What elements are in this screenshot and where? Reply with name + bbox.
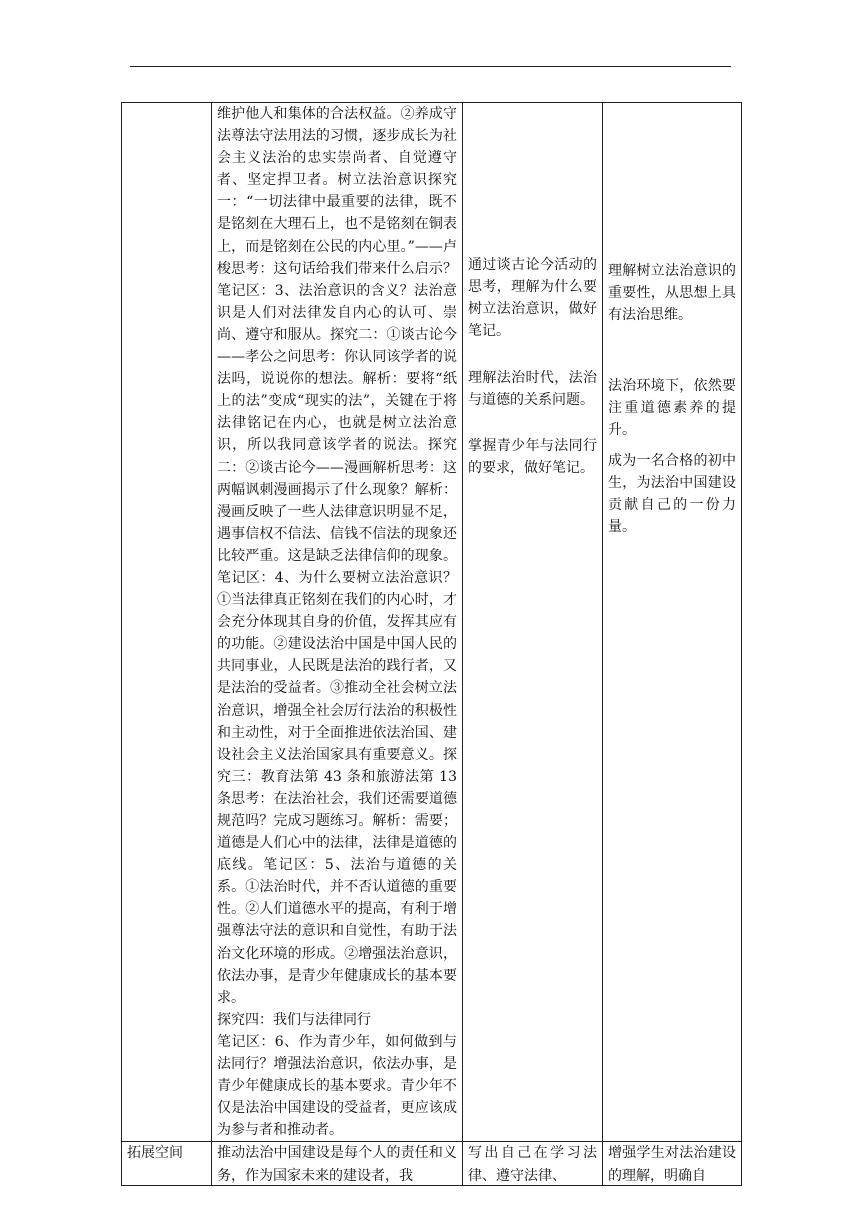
design-intent-text: 法治环境下，依然要注重道德素养的提升。 [608,378,736,439]
teaching-content-cell: 推动法治中国建设是每个人的责任和义务，作为国家未来的建设者，我 [212,1142,463,1186]
student-activity-text: 通过谈古论今活动的思考，理解为什么要树立法治意识，做好笔记。 [468,257,597,340]
student-activity-cell [463,103,603,1142]
lesson-plan-table [121,102,742,1186]
table-row [122,103,742,1142]
student-activity-text: 理解法治时代，法治与道德的关系问题。 [468,370,597,409]
header-rule [130,66,731,67]
content-paragraph: 笔记区：6、作为青少年，如何做到与法同行？增强法治意识，依法办事，是青少年健康成长的基本要求。青少年不仅是法治中国建设的受益者，更应该成为参与者和推动者。 [217,1033,457,1139]
teaching-content-cell [212,103,463,1142]
table-row [122,1142,742,1186]
content-paragraph: 探究四：我们与法律同行 [217,1011,371,1028]
stage-cell [122,103,212,1142]
design-intent-cell [603,103,742,1142]
design-intent-text: 成为一名合格的初中生，为法治中国建设贡献自己的一份力量。 [608,452,736,535]
design-intent-cell: 增强学生对法治建设的理解，明确自 [603,1142,742,1186]
stage-cell: 拓展空间 [122,1142,212,1186]
content-paragraph: 维护他人和集体的合法权益。②养成守法尊法守法用法的习惯，逐步成长为社会主义法治的忠实崇尚者、自觉遵守者、坚定捍卫者。树立法治意识探究一：“一切法律中最重要的法律，既不是铭刻在大理石上，也不是铭刻在铜表上，而是铭刻在公民的内心里。”——卢梭思考：这句话给我们带来什么启示？笔记区：3、法治意识的含义？法治意识是人们对法律发自内心的认可、崇尚、遵守和服从。探究二：①谈古论今——孝公之问思考：你认同该学者的说法吗，说说你的想法。解析：要将“纸上的法”变成“现实的法”，关键在于将法律铭记在内心，也就是树立法治意识，所以我同意该学者的说法。探究二：②谈古论今——漫画解析思考：这两幅讽刺漫画揭示了什么现象？解析：漫画反映了一些人法律意识明显不足，遇事信权不信法、信钱不信法的现象还比较严重。这是缺乏法律信仰的现象。笔记区：4、为什么要树立法治意识？①当法律真正铭刻在我们的内心时，才会充分体现其自身的价值，发挥其应有的功能。②建设法治中国是中国人民的共同事业，人民既是法治的践行者，又是法治的受益者。③推动全社会树立法治意识，增强全社会厉行法治的积极性和主动性，对于全面推进依法治国、建设社会主义法治国家具有重要意义。探究三：教育法第 43 条和旅游法第 13 条思考：在法治社会，我们还需要道德规范吗？完成习题练习。解析：需要；道德是人们心中的法律，法律是道德的底线。笔记区：5、法治与道德的关系。①法治时代，并不否认道德的重要性。②人们道德水平的提高，有利于增强尊法守法的意识和自觉性，有助于法治文化环境的形成。②增强法治意识，依法办事，是青少年健康成长的基本要求。 [217,106,457,1006]
student-activity-cell: 写出自己在学习法律、遵守法律、 [463,1142,603,1186]
design-intent-text: 理解树立法治意识的重要性，从思想上具有法治思维。 [608,263,736,324]
student-activity-text: 掌握青少年与法同行的要求，做好笔记。 [468,437,597,476]
